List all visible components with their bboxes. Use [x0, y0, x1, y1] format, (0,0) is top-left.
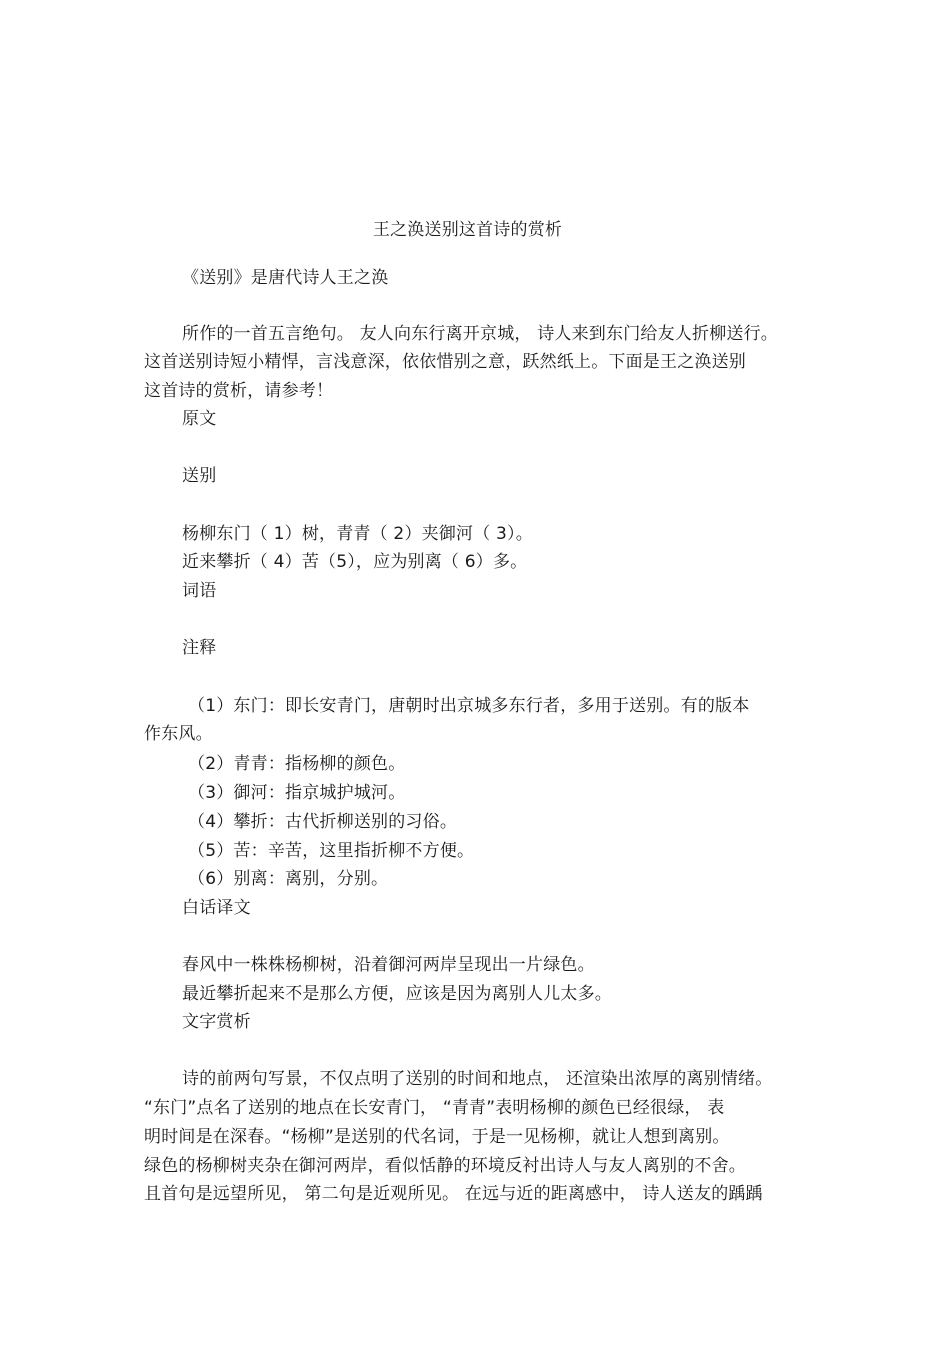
- appreciation-line: 明时间是在深春。“杨柳”是送别的代名词，于是一见杨柳，就让人想到离别。: [144, 1127, 730, 1147]
- section-heading-translation: 白话译文: [182, 898, 251, 918]
- intro-line-1: 《送别》是唐代诗人王之涣: [182, 268, 389, 288]
- document-title: 王之涣送别这首诗的赏析: [372, 220, 563, 240]
- note-item: （2）青青：指杨柳的颜色。: [188, 754, 406, 774]
- appreciation-line: “东门”点名了送别的地点在长安青门， “青青”表明杨柳的颜色已经很绿， 表: [144, 1098, 725, 1118]
- intro-line-2: 所作的一首五言绝句。 友人向东行离开京城， 诗人来到东门给友人折柳送行。: [182, 324, 779, 344]
- appreciation-line: 且首句是远望所见， 第二句是近观所见。 在远与近的距离感中， 诗人送友的踽踽: [144, 1184, 763, 1204]
- translation-line-2: 最近攀折起来不是那么方便，应该是因为离别人儿太多。: [182, 984, 612, 1004]
- section-heading-vocab: 词语: [182, 581, 217, 601]
- intro-line-4: 这首诗的赏析，请参考！: [144, 381, 334, 401]
- poem-line-1: 杨柳东门（ 1）树，青青（ 2）夹御河（ 3）。: [182, 524, 533, 544]
- poem-title: 送别: [182, 466, 217, 486]
- note-item: （4）攀折：古代折柳送别的习俗。: [188, 812, 458, 832]
- appreciation-line: 绿色的杨柳树夹杂在御河两岸，看似恬静的环境反衬出诗人与友人离别的不舍。: [144, 1156, 746, 1176]
- note-item: （6）别离：离别，分别。: [188, 869, 389, 889]
- note-item: （1）东门：即长安青门，唐朝时出京城多东行者，多用于送别。有的版本: [188, 696, 750, 716]
- note-item: （3）御河：指京城护城河。: [188, 783, 406, 803]
- poem-line-2: 近来攀折（ 4）苦（5），应为别离（ 6）多。: [182, 552, 528, 572]
- intro-line-3: 这首送别诗短小精悍，言浅意深，依依惜别之意，跃然纸上。下面是王之涣送别: [144, 352, 746, 372]
- section-heading-notes: 注释: [182, 638, 217, 658]
- note-item: 作东风。: [144, 724, 213, 744]
- section-heading-appreciation: 文字赏析: [182, 1012, 251, 1032]
- note-item: （5）苦：辛苦，这里指折柳不方便。: [188, 841, 475, 861]
- appreciation-line: 诗的前两句写景，不仅点明了送别的时间和地点， 还渲染出浓厚的离别情绪。: [182, 1069, 773, 1089]
- section-heading-original: 原文: [182, 409, 217, 429]
- translation-line-1: 春风中一株株杨柳树，沿着御河两岸呈现出一片绿色。: [182, 955, 595, 975]
